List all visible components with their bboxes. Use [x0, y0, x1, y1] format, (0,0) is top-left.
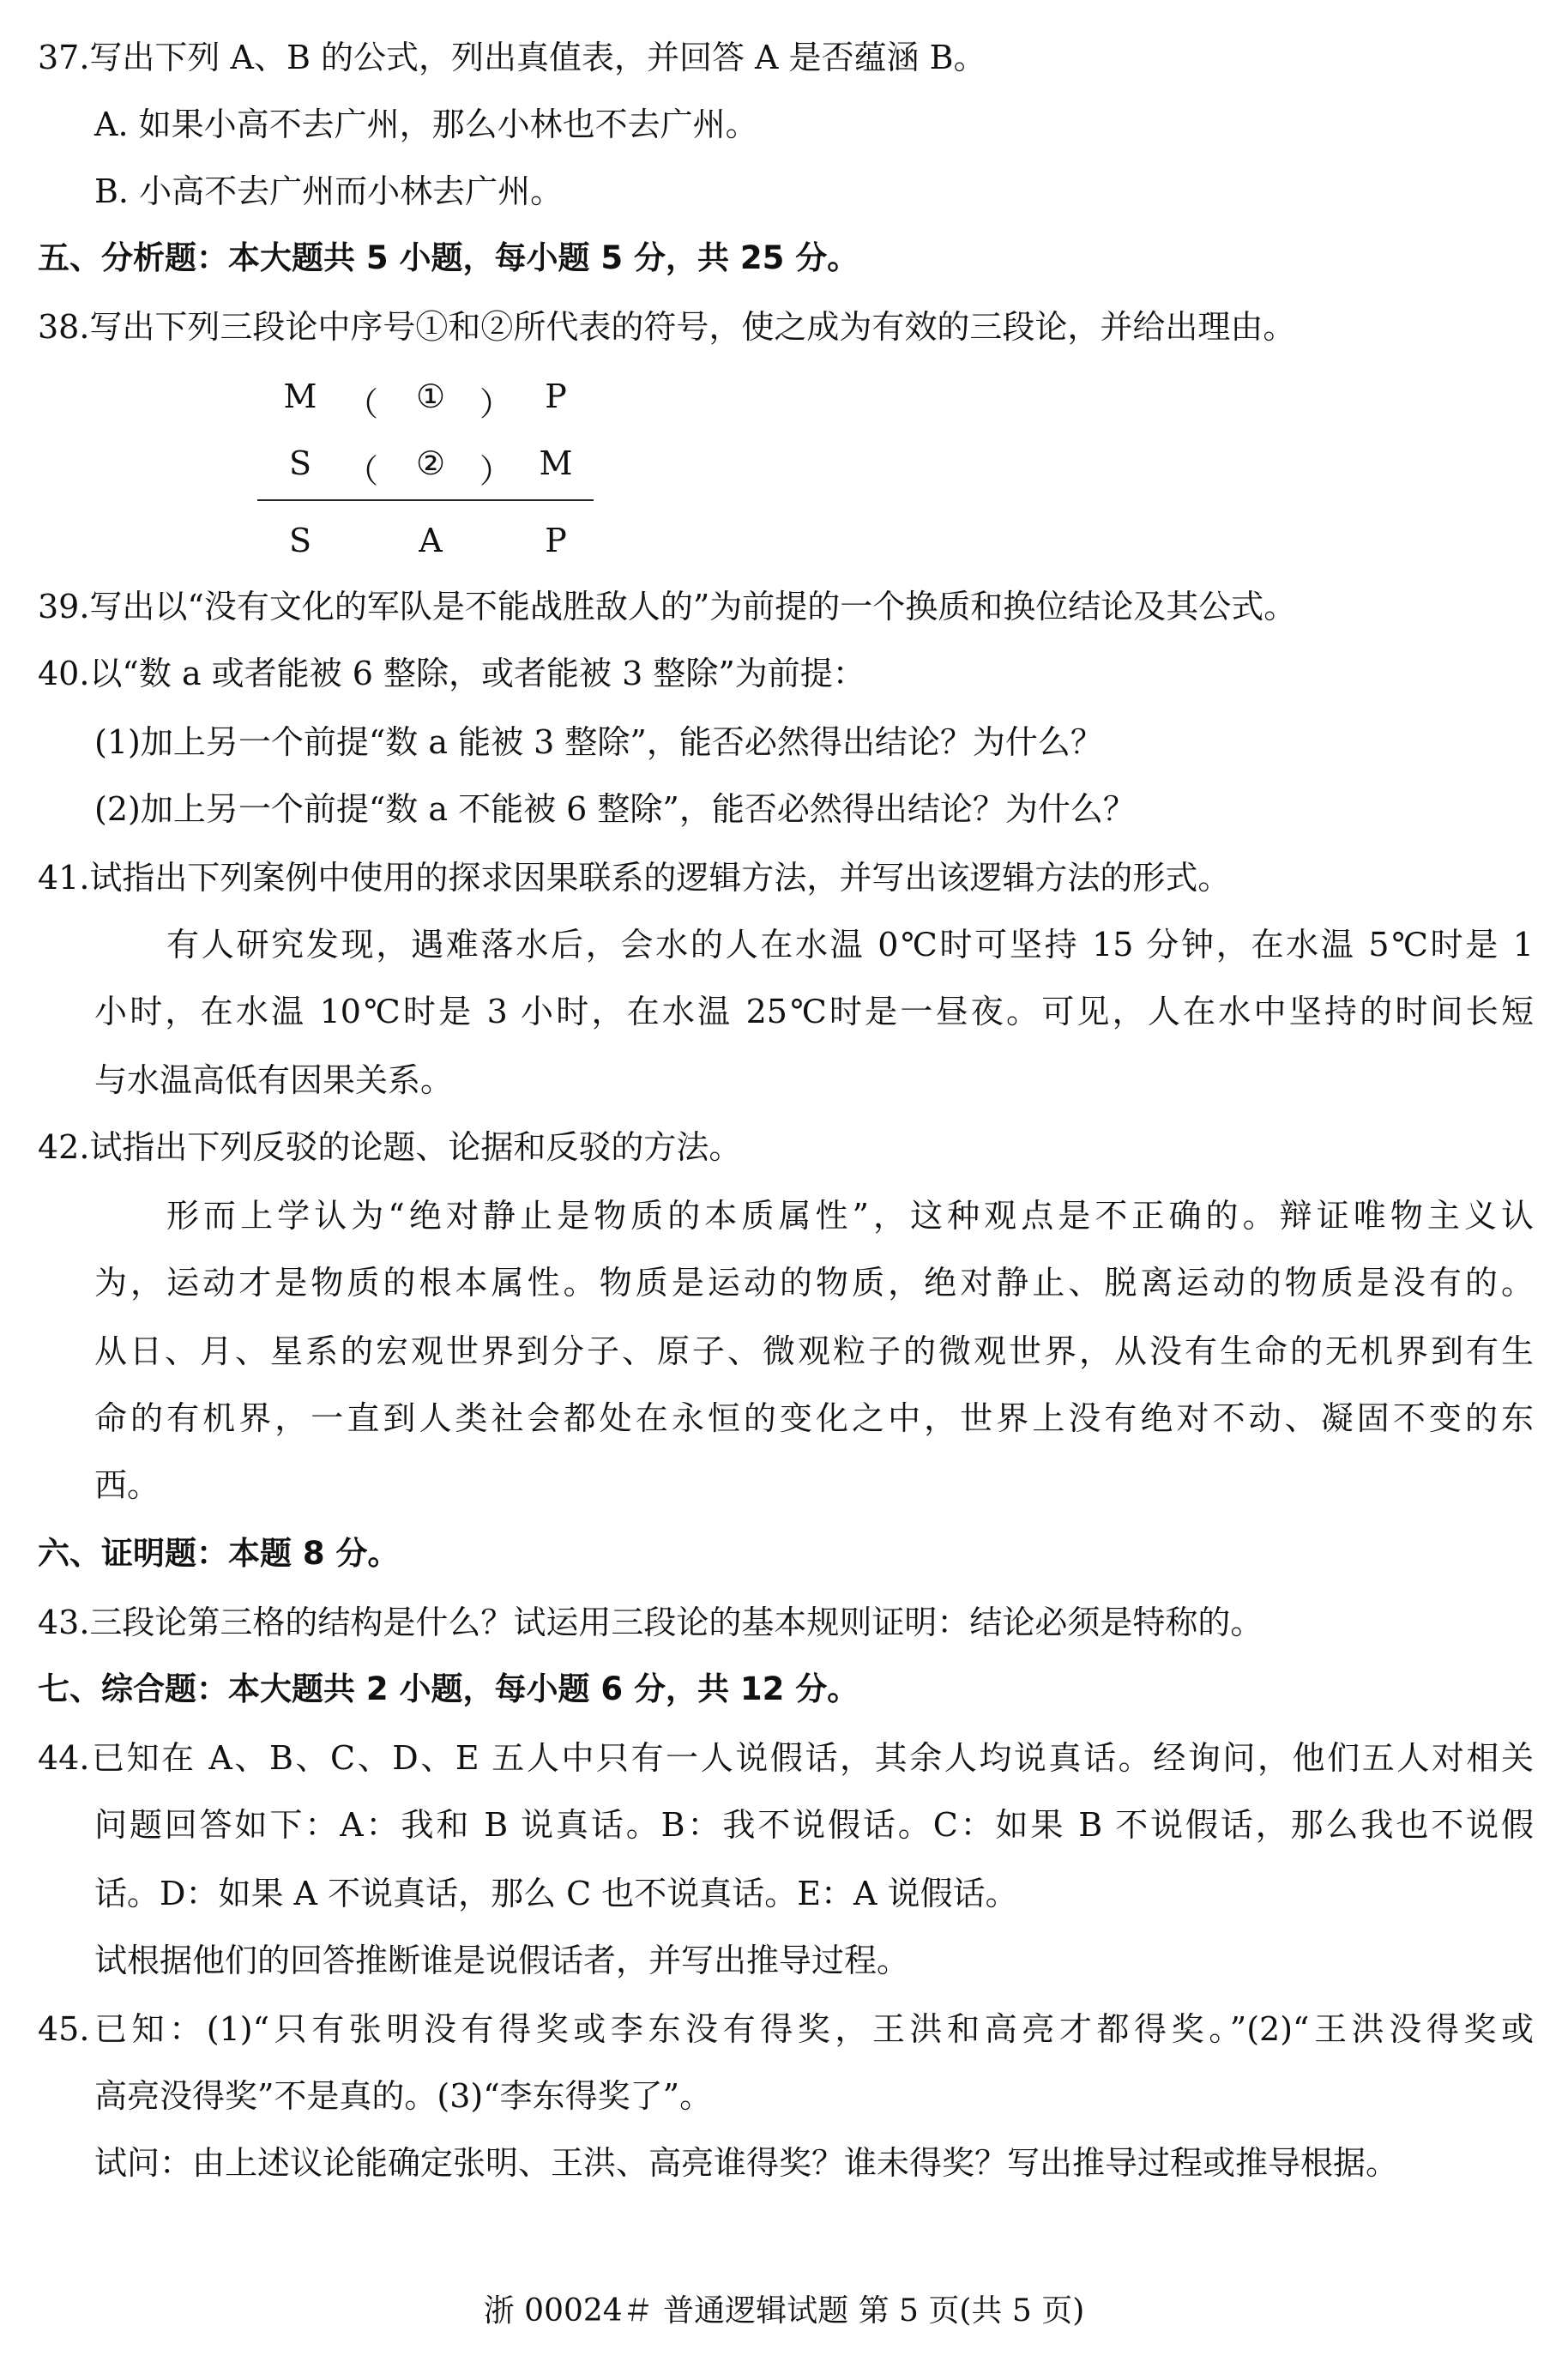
question-42-text-line-1: 形而上学认为“绝对静止是物质的本质属性”，这种观点是不正确的。辩证唯物主义认: [166, 1197, 1534, 1235]
question-42-text-line-3: 从日、月、星系的宏观世界到分子、原子、微观粒子的微观世界，从没有生命的无机界到有生: [94, 1332, 1534, 1370]
question-45-line-3: 试问：由上述议论能确定张明、王洪、高亮谁得奖？谁未得奖？写出推导过程或推导根据。: [94, 2144, 1399, 2182]
section-5-heading: 五、分析题：本大题共 5 小题，每小题 5 分，共 25 分。: [38, 239, 859, 276]
question-41-case-line-3: 与水温高低有因果关系。: [94, 1061, 454, 1099]
syllogism-r2-blank: ②: [415, 444, 446, 482]
question-41-case-line-1: 有人研究发现，遇难落水后，会水的人在水温 0℃时可坚持 15 分钟，在水温 5℃时是 1: [166, 926, 1534, 963]
question-42-text-line-2: 为，运动才是物质的根本属性。物质是运动的物质，绝对静止、脱离运动的物质是没有的。: [94, 1264, 1534, 1302]
question-39: 39.写出以“没有文化的军队是不能战胜敌人的”为前提的一个换质和换位结论及其公式。: [38, 588, 1297, 625]
question-37-option-b: B. 小高不去广州而小林去广州。: [94, 172, 564, 210]
question-41-stem: 41.试指出下列案例中使用的探求因果联系的逻辑方法，并写出该逻辑方法的形式。: [38, 859, 1231, 897]
syllogism-r3-copula: A: [419, 522, 443, 559]
question-45-line-1: 45.已知：(1)“只有张明没有得奖或李东没有得奖，王洪和高亮才都得奖。”(2)“王洪没得奖或: [38, 2010, 1534, 2048]
syllogism-r2-term1: S: [288, 444, 312, 482]
section-6-heading: 六、证明题：本题 8 分。: [38, 1535, 400, 1572]
syllogism-r3-subject: S: [288, 522, 312, 559]
question-44-line-4: 试根据他们的回答推断谁是说假话者，并写出推导过程。: [94, 1942, 910, 1979]
question-44-line-3: 话。D：如果 A 不说真话，那么 C 也不说真话。E：A 说假话。: [94, 1875, 1018, 1912]
question-42-text-line-4: 命的有机界，一直到人类社会都处在永恒的变化之中，世界上没有绝对不动、凝固不变的东: [94, 1399, 1534, 1437]
syllogism-r2-close: ）: [479, 452, 512, 490]
syllogism-r1-term1: M: [283, 378, 317, 415]
syllogism-conclusion-line: [257, 499, 594, 501]
syllogism-r1-close: ）: [479, 385, 512, 423]
syllogism-r1-open: （: [345, 385, 378, 423]
question-42-stem: 42.试指出下列反驳的论题、论据和反驳的方法。: [38, 1128, 742, 1166]
syllogism-r3-predicate: P: [545, 522, 567, 559]
page-footer: 浙 00024＃ 普通逻辑试题 第 5 页(共 5 页): [483, 2293, 1085, 2329]
question-40-stem: 40.以“数 a 或者能被 6 整除，或者能被 3 整除”为前提：: [38, 655, 865, 692]
question-40-part-1: (1)加上另一个前提“数 a 能被 3 整除”，能否必然得出结论？为什么？: [94, 723, 1103, 761]
question-43: 43.三段论第三格的结构是什么？试运用三段论的基本规则证明：结论必须是特称的。: [38, 1604, 1263, 1641]
syllogism-r1-blank: ①: [415, 378, 446, 415]
section-7-heading: 七、综合题：本大题共 2 小题，每小题 6 分，共 12 分。: [38, 1670, 859, 1707]
question-41-case-line-2: 小时，在水温 10℃时是 3 小时，在水温 25℃时是一昼夜。可见，人在水中坚持的时间长短: [94, 993, 1534, 1030]
question-42-text-line-5: 西。: [94, 1466, 160, 1504]
question-44-line-1: 44.已知在 A、B、C、D、E 五人中只有一人说假话，其余人均说真话。经询问，他们五人对相关: [38, 1739, 1534, 1777]
question-37-stem: 37.写出下列 A、B 的公式，列出真值表，并回答 A 是否蕴涵 B。: [38, 39, 986, 76]
syllogism-r2-open: （: [345, 452, 378, 490]
question-38-stem: 38.写出下列三段论中序号①和②所代表的符号，使之成为有效的三段论，并给出理由。: [38, 308, 1296, 346]
question-45-line-2: 高亮没得奖”不是真的。(3)“李东得奖了”。: [94, 2077, 713, 2115]
question-37-option-a: A. 如果小高不去广州，那么小林也不去广州。: [94, 106, 758, 143]
syllogism-r1-term2: P: [545, 378, 567, 415]
question-44-line-2: 问题回答如下：A：我和 B 说真话。B：我不说假话。C：如果 B 不说假话，那么我也不说假: [94, 1806, 1534, 1844]
question-40-part-2: (2)加上另一个前提“数 a 不能被 6 整除”，能否必然得出结论？为什么？: [94, 790, 1136, 828]
syllogism-r2-term2: M: [539, 444, 573, 482]
